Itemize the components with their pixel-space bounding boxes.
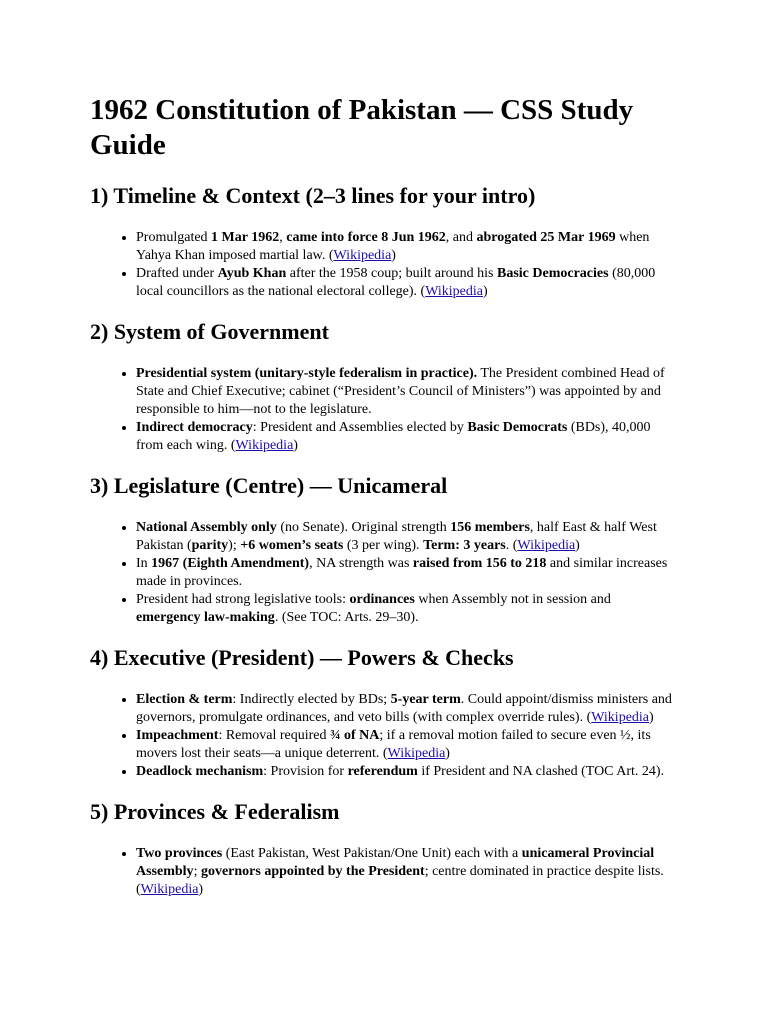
- text: ; if a removal motion failed to secure even ½, its movers lost their seats—a unique deterrent. (: [136, 728, 651, 761]
- section-heading-timeline: 1) Timeline & Context (2–3 lines for your intro): [90, 183, 536, 208]
- bold-text: emergency law-making: [136, 610, 275, 625]
- text: if President and NA clashed (TOC Art. 24).: [417, 764, 665, 779]
- list-item: [136, 519, 678, 555]
- text: when Yahya Khan imposed martial law. (: [136, 230, 650, 263]
- bold-text: Presidential system (unitary-style federalism in practice).: [136, 366, 478, 381]
- text: : Provision for: [263, 764, 348, 779]
- bullet-list-provinces: [90, 845, 678, 899]
- text: ; centre dominated in practice despite lists. (: [136, 864, 664, 897]
- text: In: [136, 556, 152, 571]
- text: ): [482, 284, 488, 299]
- text: The President combined Head of State and Chief Executive; cabinet (“President’s Council of Ministers”) was appointed by and responsible to him—not to the legislature.: [136, 366, 665, 417]
- text: : Indirectly elected by BDs;: [232, 692, 391, 707]
- list-item: [136, 845, 678, 899]
- bold-text: ¾ of NA: [330, 728, 380, 743]
- list-item: [136, 365, 678, 419]
- section-heading-executive: 4) Executive (President) — Powers & Checks: [90, 645, 514, 670]
- bold-text: Basic Democracies: [496, 266, 609, 281]
- text: and similar increases made in provinces.: [136, 556, 668, 589]
- text: (no Senate). Original strength: [276, 520, 451, 535]
- text: President had strong legislative tools:: [136, 592, 350, 607]
- text: Promulgated: [136, 230, 212, 245]
- bold-text: Deadlock mechanism: [136, 764, 264, 779]
- wikipedia-link[interactable]: Wikipedia: [333, 248, 392, 263]
- bold-text: referendum: [347, 764, 418, 779]
- bold-text: 5-year term: [390, 692, 461, 707]
- wikipedia-link[interactable]: Wikipedia: [425, 284, 483, 299]
- bold-text: raised from 156 to 218: [412, 556, 547, 571]
- bold-text: Ayub Khan: [217, 266, 287, 281]
- bold-text: Impeachment: [136, 728, 219, 743]
- bold-text: came into force 8 Jun 1962: [286, 230, 446, 245]
- list-item: [136, 555, 678, 591]
- bullet-list-timeline: [90, 229, 678, 301]
- wikipedia-link[interactable]: Wikipedia: [140, 882, 199, 897]
- bullet-list-legislature: [90, 519, 678, 627]
- section-heading-legislature: 3) Legislature (Centre) — Unicameral: [90, 473, 448, 498]
- text: (80,000 local councillors as the national electoral college). (: [136, 266, 656, 299]
- wikipedia-link[interactable]: Wikipedia: [517, 538, 576, 553]
- list-item: [136, 265, 678, 301]
- bold-text: +6 women’s seats: [240, 538, 344, 553]
- text: ,: [279, 230, 287, 245]
- bold-text: ordinances: [349, 592, 415, 607]
- wikipedia-link[interactable]: Wikipedia: [387, 746, 446, 761]
- bold-text: 1967 (Eighth Amendment): [151, 556, 310, 571]
- bold-text: Indirect democracy: [136, 420, 253, 435]
- text: (East Pakistan, West Pakistan/One Unit) each with a: [222, 846, 522, 861]
- text: : Removal required: [218, 728, 331, 743]
- section-heading-provinces: 5) Provinces & Federalism: [90, 799, 340, 824]
- text: (3 per wing).: [343, 538, 424, 553]
- text: ): [198, 882, 204, 897]
- page-title: 1962 Constitution of Pakistan — CSS Study Guide: [90, 94, 634, 161]
- bold-text: unicameral Provincial Assembly: [136, 846, 655, 879]
- bold-text: abrogated 25 Mar 1969: [476, 230, 616, 245]
- text: ): [293, 438, 298, 453]
- bold-text: Election & term: [136, 692, 233, 707]
- bold-text: Term: 3 years: [423, 538, 506, 553]
- list-item: [136, 419, 678, 455]
- bullet-list-executive: [90, 691, 678, 781]
- text: after the 1958 coup; built around his: [286, 266, 497, 281]
- text: ): [391, 248, 396, 263]
- text: Drafted under: [136, 266, 218, 281]
- bold-text: 1 Mar 1962: [211, 230, 280, 245]
- text: : President and Assemblies elected by: [252, 420, 468, 435]
- list-item: [136, 591, 678, 627]
- wikipedia-link[interactable]: Wikipedia: [591, 710, 650, 725]
- text: when Assembly not in session and: [414, 592, 611, 607]
- text: . (See TOC: Arts. 29–30).: [274, 610, 419, 625]
- text: . Could appoint/dismiss ministers and governors, promulgate ordinances, and veto bills (with complex override rules). (: [136, 692, 672, 725]
- bold-text: Basic Democrats: [467, 420, 568, 435]
- list-item: [136, 763, 678, 781]
- list-item: [136, 229, 678, 265]
- text: . (: [505, 538, 518, 553]
- section-heading-system-of-government: 2) System of Government: [90, 319, 329, 344]
- text: ): [649, 710, 654, 725]
- text: (BDs), 40,000 from each wing. (: [136, 420, 651, 453]
- list-item: [136, 691, 678, 727]
- list-item: [136, 727, 678, 763]
- text: , half East & half West Pakistan (: [136, 520, 657, 553]
- bold-text: 156 members: [450, 520, 530, 535]
- bullet-list-system-of-government: [90, 365, 678, 455]
- bold-text: governors appointed by the President: [200, 864, 425, 879]
- text: );: [228, 538, 241, 553]
- wikipedia-link[interactable]: Wikipedia: [235, 438, 294, 453]
- text: ): [575, 538, 580, 553]
- text: ): [445, 746, 450, 761]
- bold-text: Two provinces: [136, 846, 223, 861]
- text: ;: [193, 864, 201, 879]
- text: , NA strength was: [309, 556, 413, 571]
- bold-text: parity: [191, 538, 229, 553]
- text: , and: [445, 230, 477, 245]
- bold-text: National Assembly only: [136, 520, 277, 535]
